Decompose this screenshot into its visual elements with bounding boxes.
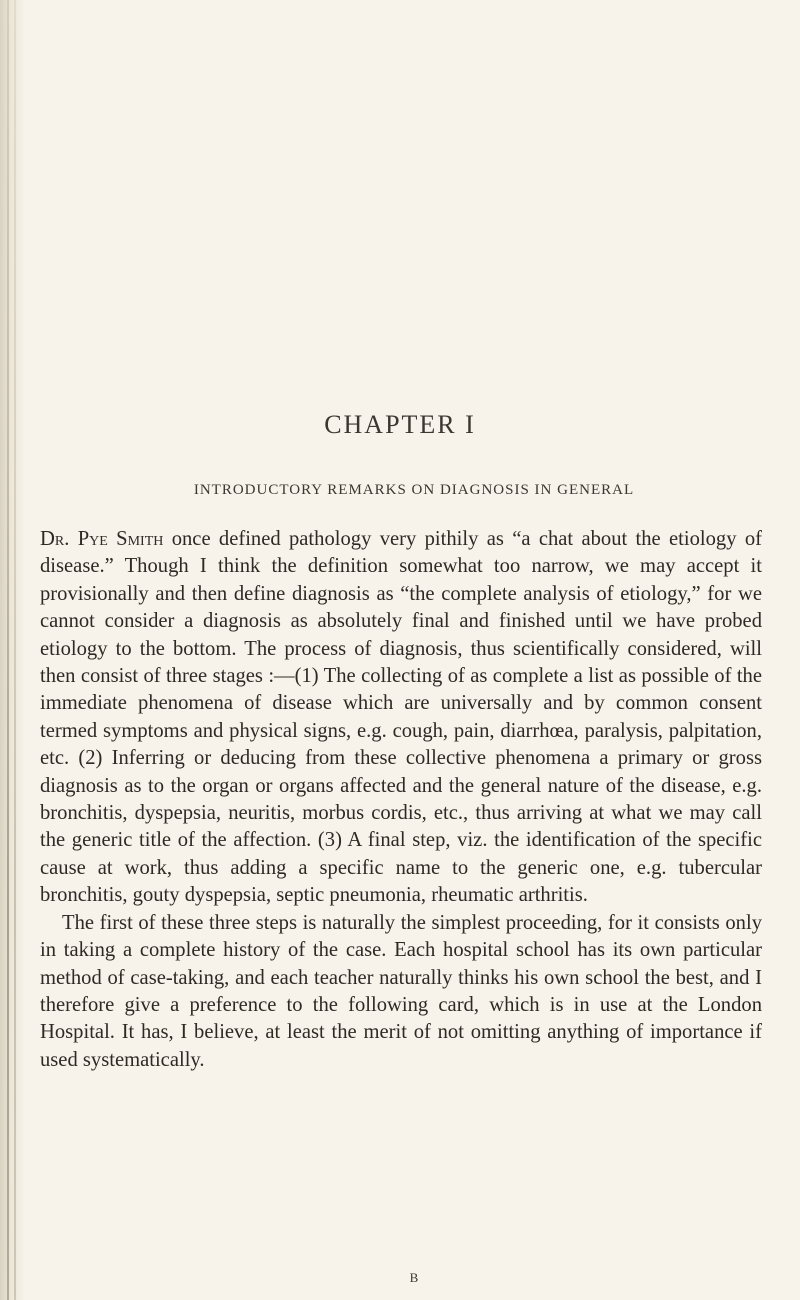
paragraph-2: The first of these three steps is naturally the simplest proceeding, for it consists only in taking a complete history of the case. Each hospital school has its own particular method of case-taking, and each teacher naturally thinks his own school the best, and I therefore give a preference to the following card, which is in use at the London Hospital. It has, I believe, at least the merit of not omitting anything of importance if used systematically.: [40, 911, 762, 1071]
chapter-subtitle: INTRODUCTORY REMARKS ON DIAGNOSIS IN GENERAL: [193, 482, 635, 498]
binding-gutter: [0, 0, 26, 1300]
chapter-body: [40, 526, 762, 1074]
chapter-title: CHAPTER I: [324, 410, 476, 439]
paragraph-1: [40, 526, 762, 910]
binding-shadow-line: [14, 0, 16, 1300]
paragraph-1-text: once defined pathology very pithily as “a chat about the etiology of disease.” Though I think the definition somewhat too narrow, we may accept it provisionally and then define diagnosis as “the complete analysis of etiology,” for we cannot consider a diagnosis as absolutely final and finished until we have probed etiology to the bottom. The process of diagnosis, thus scientifically considered, will then consist of three stages :—(1) The collecting of as complete a list as possible of the immediate phenomena of disease which are universally and by common consent termed symptoms and physical signs, e.g. cough, pain, diarrhœa, paralysis, palpitation, etc. (2) Inferring or deducing from these collective phenomena a primary or gross diagnosis as to the organ or organs affected and the general nature of the disease, e.g. bronchitis, dyspepsia, neuritis, morbus cordis, etc., thus arriving at what we may call the generic title of the affection. (3) A final step, viz. the identification of the specific cause at work, thus adding a specific name to the generic one, e.g. tubercular bronchitis, gouty dyspepsia, septic pneumonia, rheumatic arthritis.: [40, 528, 763, 907]
binding-shadow-line: [7, 0, 9, 1300]
signature-mark: B: [409, 1270, 419, 1285]
paragraph-1-lead: Dr. Pye Smith: [40, 528, 164, 550]
